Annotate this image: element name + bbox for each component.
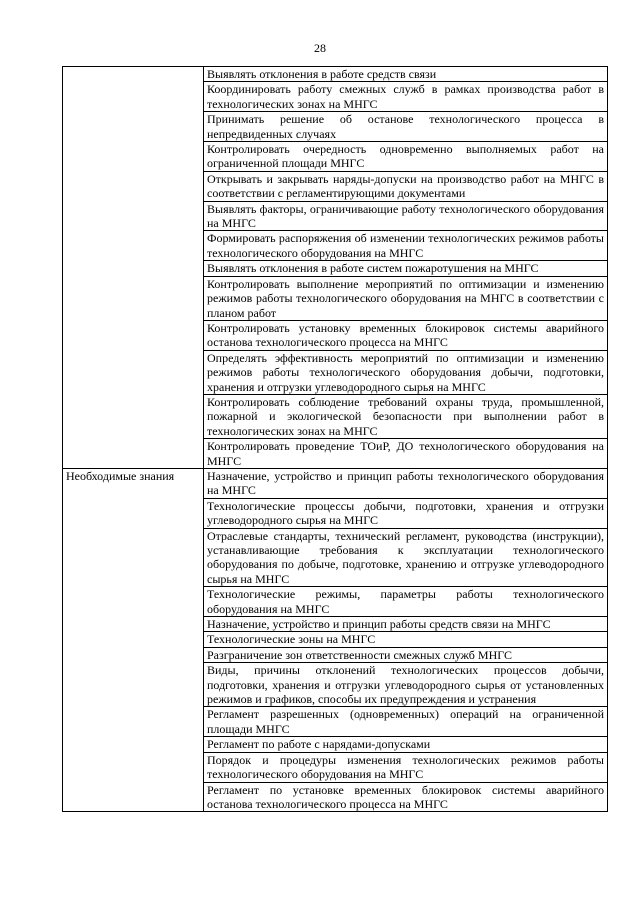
table-cell: Контролировать очередность одновременно выполняемых работ на ограниченной площади МНГС xyxy=(204,142,608,172)
table-cell: Виды, причины отклонений технологических процессов добычи, подготовки, хранения и отгрузки углеводородного сырья от установленных режимов и графиков, способы их предупреждения и устранения xyxy=(204,663,608,707)
table-cell: Координировать работу смежных служб в рамках производства работ в технологических зонах на МНГС xyxy=(204,82,608,112)
table-row xyxy=(63,67,608,82)
table-cell: Выявлять отклонения в работе систем пожаротушения на МНГС xyxy=(204,261,608,276)
table-cell: Определять эффективность мероприятий по оптимизации и изменению режимов работы технологического оборудования добычи, подготовки, хранения и отгрузки углеводородного сырья на МНГС xyxy=(204,350,608,394)
table-cell: Разграничение зон ответственности смежных служб МНГС xyxy=(204,647,608,662)
table-cell: Контролировать установку временных блокировок системы аварийного останова технологического процесса на МНГС xyxy=(204,320,608,350)
table-cell: Технологические процессы добычи, подготовки, хранения и отгрузки углеводородного сырья на МНГС xyxy=(204,498,608,528)
page-number: 28 xyxy=(314,41,326,55)
section-label: Необходимые знания xyxy=(63,468,204,811)
section-label xyxy=(63,67,204,469)
table-cell: Контролировать выполнение мероприятий по оптимизации и изменению режимов работы технологического оборудования на МНГС в соответствии с планом работ xyxy=(204,276,608,320)
table-cell: Технологические режимы, параметры работы технологического оборудования на МНГС xyxy=(204,587,608,617)
table-cell: Регламент по установке временных блокировок системы аварийного останова технологического процесса на МНГС xyxy=(204,782,608,812)
table-cell: Технологические зоны на МНГС xyxy=(204,632,608,647)
table-cell: Выявлять факторы, ограничивающие работу технологического оборудования на МНГС xyxy=(204,201,608,231)
table-cell: Назначение, устройство и принцип работы технологического оборудования на МНГС xyxy=(204,468,608,498)
table-cell: Формировать распоряжения об изменении технологических режимов работы технологического оборудования на МНГС xyxy=(204,231,608,261)
table-cell: Выявлять отклонения в работе средств связи xyxy=(204,67,608,82)
table-cell: Назначение, устройство и принцип работы средств связи на МНГС xyxy=(204,617,608,632)
table-cell: Контролировать проведение ТОиР, ДО технологического оборудования на МНГС xyxy=(204,439,608,469)
table-cell: Принимать решение об останове технологического процесса в непредвиденных случаях xyxy=(204,112,608,142)
table-cell: Открывать и закрывать наряды-допуски на производство работ на МНГС в соответствии с регламентирующими документами xyxy=(204,171,608,201)
qualification-table xyxy=(62,66,608,812)
table-row xyxy=(63,468,608,498)
table-cell: Регламент по работе с нарядами-допусками xyxy=(204,737,608,752)
table-cell: Регламент разрешенных (одновременных) операций на ограниченной площади МНГС xyxy=(204,707,608,737)
table-cell: Порядок и процедуры изменения технологических режимов работы технологического оборудования на МНГС xyxy=(204,752,608,782)
table-cell: Контролировать соблюдение требований охраны труда, промышленной, пожарной и экологической безопасности при выполнении работ в технологических зонах на МНГС xyxy=(204,394,608,438)
table-cell: Отраслевые стандарты, технический регламент, руководства (инструкции), устанавливающие требования к эксплуатации технологического оборудования по добыче, подготовке, хранению и отгрузке углеводородного сырья на МНГС xyxy=(204,528,608,587)
